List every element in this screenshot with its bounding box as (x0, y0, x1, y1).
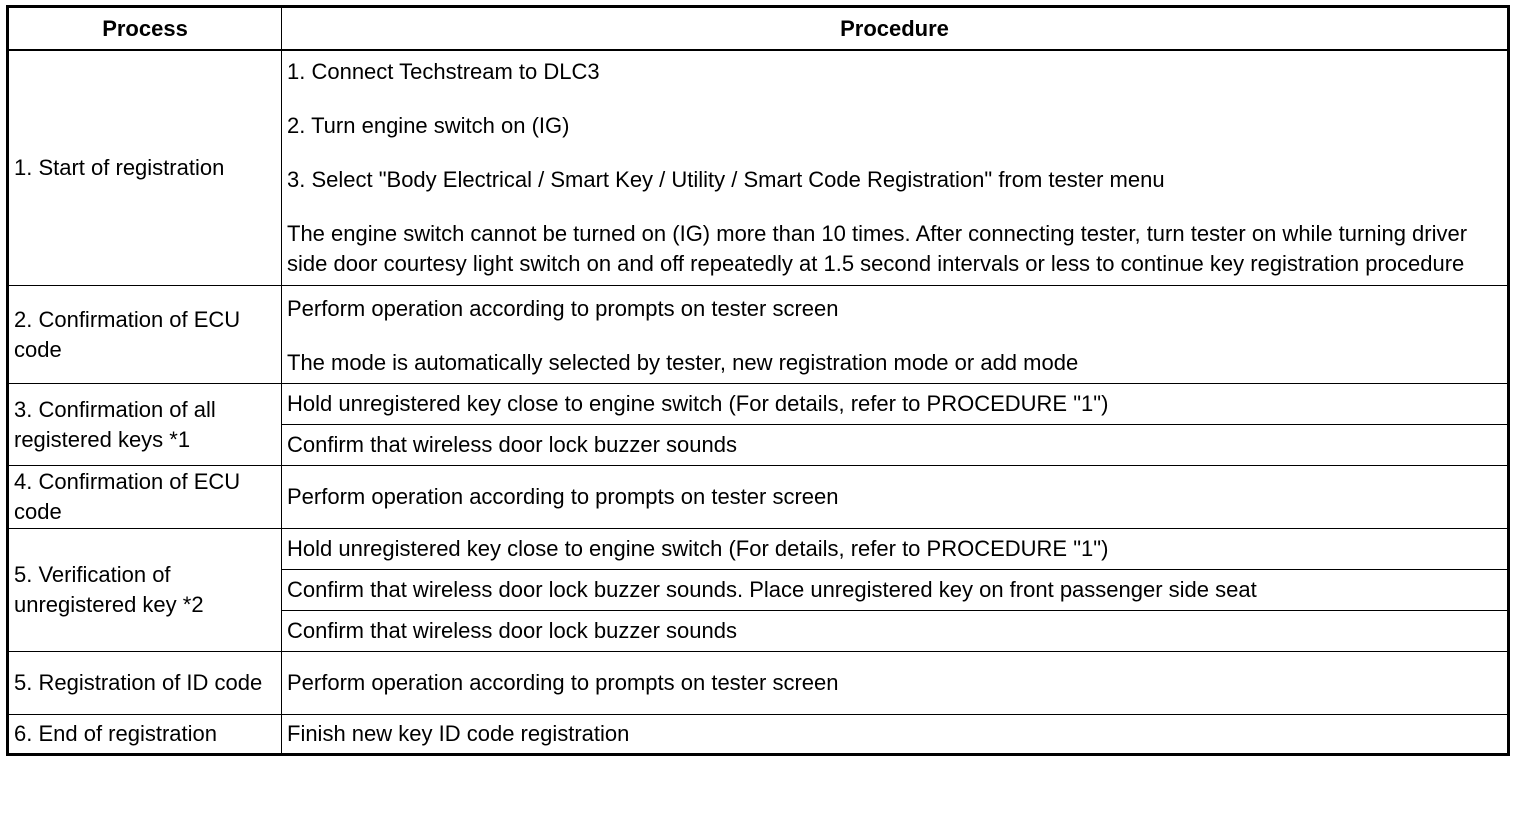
process-cell: 6. End of registration (8, 715, 282, 755)
process-cell: 1. Start of registration (8, 50, 282, 286)
procedure-cell (282, 286, 1509, 384)
table-row (8, 529, 1509, 570)
registration-procedure-document (6, 5, 1510, 756)
table-row (8, 652, 1509, 715)
header-procedure: Procedure (282, 7, 1509, 51)
process-cell: 3. Confirmation of all registered keys *1 (8, 384, 282, 466)
procedure-cell: Confirm that wireless door lock buzzer sounds. Place unregistered key on front passenger side seat (282, 570, 1509, 611)
procedure-note: The engine switch cannot be turned on (IG) more than 10 times. After connecting tester, turn tester on while turning driver side door courtesy light switch on and off repeatedly at 1.5 second intervals or less to continue key registration procedure (287, 221, 1468, 276)
process-cell: 2. Confirmation of ECU code (8, 286, 282, 384)
process-cell: 5. Verification of unregistered key *2 (8, 529, 282, 652)
table-row (8, 50, 1509, 286)
procedure-cell: Finish new key ID code registration (282, 715, 1509, 755)
procedure-cell: Hold unregistered key close to engine switch (For details, refer to PROCEDURE "1") (282, 384, 1509, 425)
table-row (8, 384, 1509, 425)
procedure-step: 3. Select "Body Electrical / Smart Key / Utility / Smart Code Registration" from tester menu (287, 167, 1165, 192)
procedure-cell: Confirm that wireless door lock buzzer sounds (282, 611, 1509, 652)
header-process: Process (8, 7, 282, 51)
procedure-cell: Confirm that wireless door lock buzzer sounds (282, 425, 1509, 466)
procedure-cell (282, 50, 1509, 286)
procedure-step: 1. Connect Techstream to DLC3 (287, 59, 600, 84)
registration-procedure-table (6, 5, 1510, 756)
procedure-step: 2. Turn engine switch on (IG) (287, 113, 570, 138)
table-row (8, 286, 1509, 384)
procedure-cell: Hold unregistered key close to engine switch (For details, refer to PROCEDURE "1") (282, 529, 1509, 570)
table-header-row (8, 7, 1509, 51)
procedure-cell: Perform operation according to prompts on tester screen (282, 466, 1509, 529)
process-cell: 5. Registration of ID code (8, 652, 282, 715)
process-cell: 4. Confirmation of ECU code (8, 466, 282, 529)
procedure-note: The mode is automatically selected by tester, new registration mode or add mode (287, 350, 1079, 375)
procedure-cell: Perform operation according to prompts on tester screen (282, 652, 1509, 715)
procedure-step: Perform operation according to prompts on tester screen (287, 296, 839, 321)
table-row (8, 466, 1509, 529)
table-row (8, 715, 1509, 755)
